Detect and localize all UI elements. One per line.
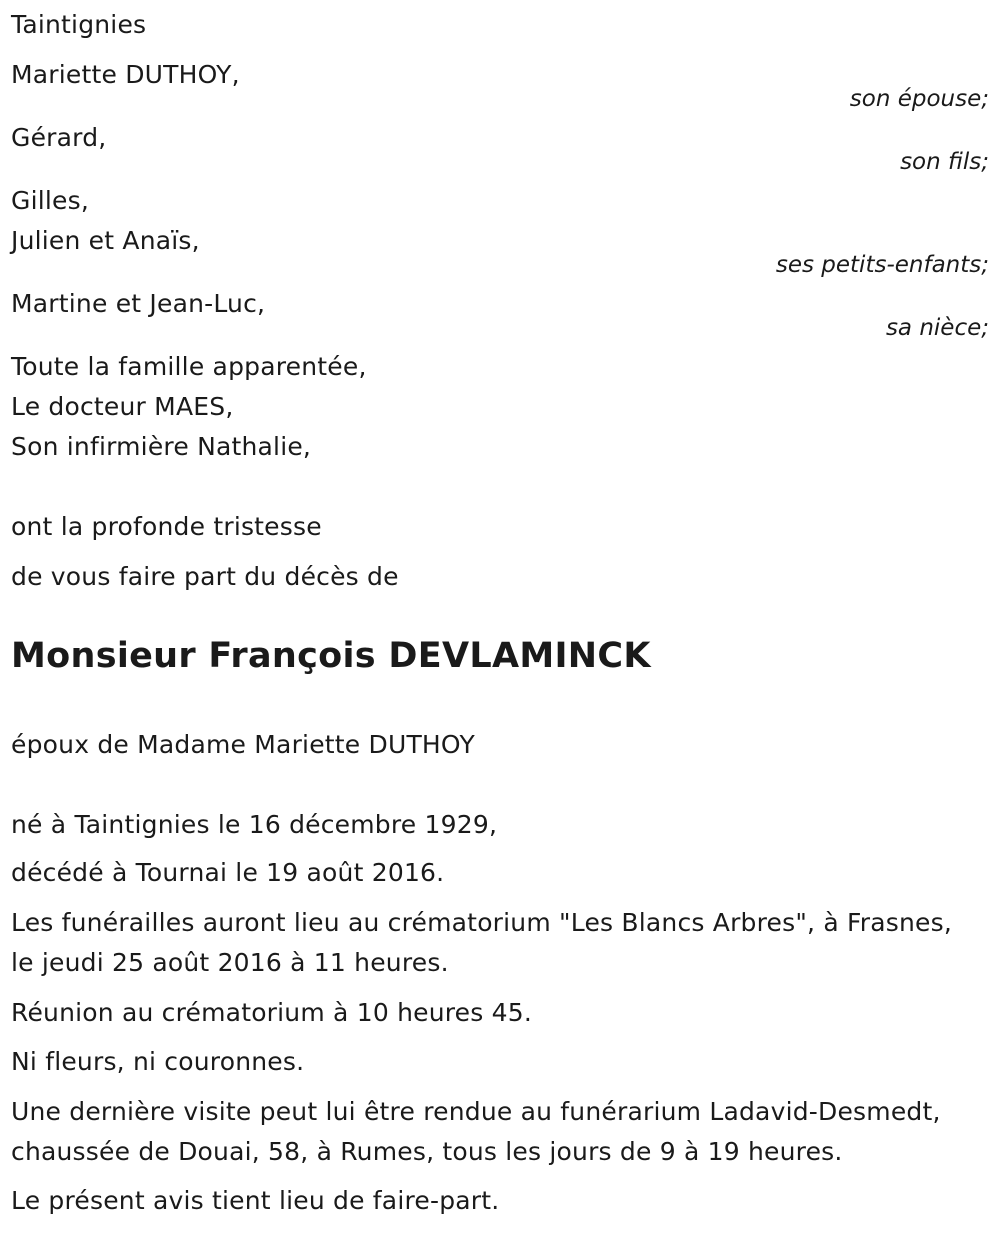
family-role-grandchildren: ses petits-enfants; (775, 252, 989, 278)
flowers-line: Ni fleurs, ni couronnes. (11, 1047, 305, 1076)
funeral-line-1: Les funérailles auront lieu au crématorium "Les Blancs Arbres", à Frasnes, (11, 908, 952, 937)
notice-line: Le présent avis tient lieu de faire-part. (11, 1186, 500, 1215)
deceased-death: décédé à Tournai le 19 août 2016. (11, 858, 445, 887)
family-name-grandchild-1: Gilles, (11, 186, 89, 215)
visit-line-2: chaussée de Douai, 58, à Rumes, tous les jours de 9 à 19 heures. (11, 1137, 843, 1166)
family-role-niece: sa nièce; (885, 315, 989, 341)
family-name-grandchild-2: Julien et Anaïs, (11, 226, 200, 255)
announcement-line-2: de vous faire part du décès de (11, 562, 399, 591)
deceased-birth: né à Taintignies le 16 décembre 1929, (11, 810, 498, 839)
meeting-line: Réunion au crématorium à 10 heures 45. (11, 998, 532, 1027)
others-line-family: Toute la famille apparentée, (11, 352, 367, 381)
family-name-son: Gérard, (11, 123, 107, 152)
family-name-niece: Martine et Jean-Luc, (11, 289, 266, 318)
location-heading: Taintignies (11, 10, 147, 39)
visit-line-1: Une dernière visite peut lui être rendue au funérarium Ladavid-Desmedt, (11, 1097, 941, 1126)
deceased-spouse: époux de Madame Mariette DUTHOY (11, 730, 475, 759)
others-line-nurse: Son infirmière Nathalie, (11, 432, 312, 461)
deceased-name: Monsieur François DEVLAMINCK (11, 636, 651, 676)
funeral-line-2: le jeudi 25 août 2016 à 11 heures. (11, 948, 449, 977)
others-line-doctor: Le docteur MAES, (11, 392, 234, 421)
announcement-line-1: ont la profonde tristesse (11, 512, 322, 541)
family-role-son: son fils; (900, 149, 989, 175)
family-name-spouse: Mariette DUTHOY, (11, 60, 240, 89)
family-role-spouse: son épouse; (849, 86, 989, 112)
